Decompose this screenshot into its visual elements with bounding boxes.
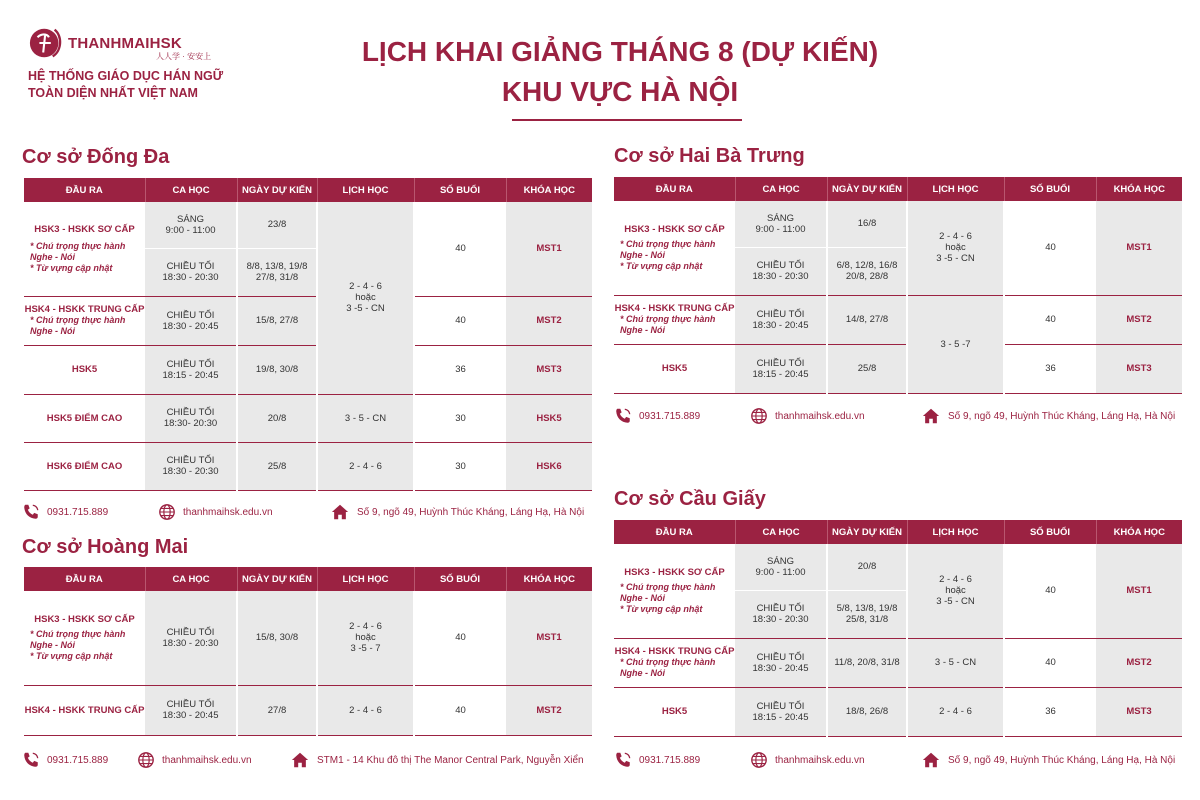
table-row — [24, 296, 592, 345]
cell-course: MST2 — [506, 296, 592, 345]
contact-address — [330, 503, 584, 521]
cell-date: 15/8, 30/8 — [237, 591, 317, 685]
phone-icon — [22, 503, 40, 521]
phone-text: 0931.715.889 — [639, 410, 701, 422]
cell-course: HSK5 — [506, 394, 592, 442]
output-name: HSK3 - HSKK SƠ CẤP — [34, 613, 135, 625]
table-row — [614, 295, 1182, 344]
cell-output — [614, 638, 735, 687]
cell-output — [24, 591, 145, 685]
header-course: KHÓA HỌC — [506, 178, 592, 202]
table-row — [24, 345, 592, 394]
cell-sessions: 40 — [1004, 201, 1096, 295]
shift-time: 18:30 - 20:45 — [752, 319, 809, 331]
header-date: NGÀY DỰ KIẾN — [827, 177, 907, 201]
date-value: 5/8, 13/8, 19/8 — [836, 603, 898, 614]
cell-date: 11/8, 20/8, 31/8 — [827, 638, 907, 687]
shift-time: 18:30 - 20:30 — [752, 271, 809, 282]
shift-label: CHIỀU TỐI — [756, 603, 805, 614]
cell-course: MST3 — [1096, 687, 1182, 736]
cell-output: HSK6 ĐIỂM CAO — [24, 442, 145, 490]
cell-shift — [735, 638, 827, 687]
header-shift: CA HỌC — [145, 178, 237, 202]
shift-time: 18:30 - 20:30 — [162, 466, 219, 477]
output-note: * Từ vựng cập nhật — [30, 262, 113, 273]
contact-address — [921, 751, 1175, 769]
table-row — [24, 685, 592, 735]
shift-time: 18:30 - 20:45 — [162, 320, 219, 332]
cell-shift — [735, 344, 827, 393]
table-header — [24, 567, 592, 591]
cell-schedule — [317, 202, 414, 394]
shift-label: CHIỀU TỐI — [756, 700, 805, 712]
contact-website[interactable] — [750, 751, 865, 769]
cell-course: MST2 — [1096, 638, 1182, 687]
cell-shift — [145, 248, 237, 296]
contact-website[interactable] — [750, 407, 865, 425]
shift-time: 18:30 - 20:30 — [162, 272, 219, 283]
contact-website[interactable] — [137, 751, 252, 769]
address-text: Số 9, ngõ 49, Huỳnh Thúc Kháng, Láng Hạ, Hà Nội — [357, 506, 585, 518]
cell-output — [614, 544, 735, 638]
address-text: Số 9, ngõ 49, Huỳnh Thúc Kháng, Láng Hạ, Hà Nội — [948, 754, 1176, 766]
output-note: * Chú trọng thực hành Nghe - Nói — [30, 240, 126, 262]
output-note: * Chú trọng thực hành Nghe - Nói — [620, 314, 716, 335]
cell-shift — [145, 442, 237, 490]
shift-time: 9:00 - 11:00 — [755, 566, 806, 578]
cell-schedule: 3 - 5 - CN — [907, 638, 1004, 687]
cell-date: 27/8 — [237, 685, 317, 735]
date-value: 6/8, 12/8, 16/8 — [836, 260, 898, 271]
cell-course: HSK6 — [506, 442, 592, 490]
table-row — [614, 344, 1182, 393]
cell-schedule: 2 - 4 - 6 — [317, 442, 414, 490]
table-header — [614, 520, 1182, 544]
cell-schedule — [907, 201, 1004, 295]
shift-time: 9:00 - 11:00 — [755, 223, 806, 235]
cell-date — [827, 247, 907, 295]
globe-icon — [158, 503, 176, 521]
branch-title-cau-giay: Cơ sở Cầu Giấy — [614, 488, 766, 510]
table-row — [614, 687, 1182, 736]
cell-course: MST1 — [506, 202, 592, 296]
cell-output: HSK4 - HSKK TRUNG CẤP — [24, 685, 145, 735]
brand-name: THANHMAIHSK — [68, 34, 182, 52]
cell-schedule — [907, 544, 1004, 638]
brand-slogan: 人人学 · 安安上 — [156, 52, 212, 61]
table-row — [24, 202, 592, 248]
output-name: HSK4 - HSKK TRUNG CẤP — [614, 646, 735, 657]
date-value: 27/8, 31/8 — [255, 272, 299, 283]
shift-label: CHIỀU TỐI — [166, 455, 215, 466]
output-note: * Từ vựng cập nhật — [620, 260, 703, 271]
cell-schedule — [317, 591, 414, 685]
table-row — [614, 544, 1182, 590]
header-course: KHÓA HỌC — [506, 567, 592, 591]
globe-icon — [137, 751, 155, 769]
globe-icon — [750, 751, 768, 769]
phone-icon — [614, 751, 632, 769]
cell-shift — [145, 394, 237, 442]
cell-schedule: 2 - 4 - 6 — [907, 687, 1004, 736]
address-text: STM1 - 14 Khu đô thị The Manor Central Park, Nguyễn Xiển — [317, 754, 584, 766]
output-note: * Chú trọng thực hành Nghe - Nói — [620, 581, 716, 603]
cell-course: MST1 — [506, 591, 592, 685]
website-text: thanhmaihsk.edu.vn — [775, 754, 865, 766]
output-note: * Chú trọng thực hành Nghe - Nói — [620, 238, 716, 260]
cell-output — [24, 296, 145, 345]
shift-time: 18:15 - 20:45 — [752, 711, 809, 723]
shift-time: 18:30- 20:30 — [163, 418, 218, 429]
schedule-value: 3 -5 - CN — [936, 596, 975, 608]
schedule-value: hoặc — [355, 292, 376, 304]
cell-output — [24, 202, 145, 296]
shift-time: 18:15 - 20:45 — [162, 369, 219, 381]
cell-output — [614, 295, 735, 344]
cell-sessions: 40 — [1004, 295, 1096, 344]
table-row — [614, 201, 1182, 247]
cell-output: HSK5 — [614, 687, 735, 736]
date-value: 20/8, 28/8 — [845, 271, 889, 282]
output-note: * Từ vựng cập nhật — [30, 650, 113, 661]
cell-sessions: 30 — [414, 442, 506, 490]
cell-shift — [145, 296, 237, 345]
brand-tagline-1: HỆ THỐNG GIÁO DỤC HÁN NGỮ — [28, 69, 224, 83]
header-output: ĐẦU RA — [24, 567, 145, 591]
header-date: NGÀY DỰ KIẾN — [237, 178, 317, 202]
branch-title-dong-da: Cơ sở Đống Đa — [22, 146, 170, 168]
output-note: * Chú trọng thực hành Nghe - Nói — [30, 315, 126, 336]
contact-phone[interactable] — [614, 751, 700, 769]
contact-address — [921, 407, 1175, 425]
schedule-value: hoặc — [355, 632, 376, 644]
cell-output: HSK5 ĐIỂM CAO — [24, 394, 145, 442]
output-name: HSK4 - HSKK TRUNG CẤP — [614, 303, 735, 314]
schedule-value: 3 -5 - CN — [936, 253, 975, 265]
table-row — [24, 591, 592, 685]
cell-date — [827, 590, 907, 638]
date-value: 25/8, 31/8 — [845, 614, 889, 625]
shift-label: CHIỀU TỐI — [756, 260, 805, 271]
header-schedule: LỊCH HỌC — [907, 520, 1004, 544]
branch-title-hoang-mai: Cơ sở Hoàng Mai — [22, 536, 189, 558]
cell-course: MST3 — [1096, 344, 1182, 393]
schedule-value: hoặc — [945, 242, 966, 254]
schedule-table-hai-ba-trung — [614, 177, 1182, 394]
shift-label: CHIỀU TỐI — [166, 407, 215, 418]
shift-time: 18:30 - 20:45 — [752, 662, 809, 674]
output-note: * Chú trọng thực hành Nghe - Nói — [620, 657, 716, 678]
cell-course: MST2 — [1096, 295, 1182, 344]
cell-shift — [145, 345, 237, 394]
contact-address — [290, 751, 584, 769]
header-sessions: SỐ BUỔI — [1004, 177, 1096, 201]
schedule-value: 2 - 4 - 6 — [349, 281, 382, 293]
phone-text: 0931.715.889 — [639, 754, 701, 766]
schedule-value: 3 -5 - 7 — [350, 643, 381, 655]
cell-sessions: 40 — [414, 685, 506, 735]
shift-time: 9:00 - 11:00 — [165, 224, 216, 236]
logo-icon — [28, 24, 66, 62]
globe-icon — [750, 407, 768, 425]
cell-date — [237, 248, 317, 296]
schedule-value: 2 - 4 - 6 — [349, 621, 382, 633]
header-output: ĐẦU RA — [24, 178, 145, 202]
cell-date: 20/8 — [237, 394, 317, 442]
cell-date: 20/8 — [827, 544, 907, 590]
schedule-table-hoang-mai — [24, 567, 592, 736]
schedule-value: 2 - 4 - 6 — [939, 574, 972, 586]
branch-title-hai-ba-trung: Cơ sở Hai Bà Trưng — [614, 145, 805, 167]
phone-icon — [22, 751, 40, 769]
header-output: ĐẦU RA — [614, 520, 735, 544]
page-title: LỊCH KHAI GIẢNG THÁNG 8 (DỰ KIẾN) — [361, 36, 879, 67]
date-value: 23/8 — [267, 219, 287, 231]
header-sessions: SỐ BUỔI — [414, 567, 506, 591]
schedule-value: hoặc — [945, 585, 966, 597]
cell-sessions: 36 — [1004, 344, 1096, 393]
shift-label: SÁNG — [177, 213, 204, 225]
schedule-value: 3 -5 - CN — [346, 303, 385, 315]
cell-shift — [735, 295, 827, 344]
home-icon — [330, 503, 350, 521]
contact-phone[interactable] — [614, 407, 700, 425]
shift-time: 18:30 - 20:45 — [162, 710, 219, 721]
cell-output: HSK5 — [614, 344, 735, 393]
header-shift: CA HỌC — [145, 567, 237, 591]
shift-time: 18:15 - 20:45 — [752, 368, 809, 380]
cell-sessions: 40 — [414, 202, 506, 296]
cell-shift — [735, 247, 827, 295]
cell-date: 25/8 — [827, 344, 907, 393]
schedule-table-cau-giay — [614, 520, 1182, 737]
brand-tagline-2: TOÀN DIỆN NHẤT VIỆT NAM — [28, 86, 198, 100]
cell-shift — [735, 201, 827, 247]
cell-date: 15/8, 27/8 — [237, 296, 317, 345]
shift-label: SÁNG — [767, 212, 794, 224]
cell-sessions: 30 — [414, 394, 506, 442]
header-sessions: SỐ BUỔI — [414, 178, 506, 202]
home-icon — [921, 751, 941, 769]
shift-label: CHIỀU TỐI — [756, 357, 805, 369]
cell-shift — [735, 544, 827, 590]
shift-label: CHIỀU TỐI — [166, 358, 215, 370]
contact-phone[interactable] — [22, 751, 108, 769]
cell-shift — [735, 687, 827, 736]
contact-phone[interactable] — [22, 503, 108, 521]
cell-course: MST2 — [506, 685, 592, 735]
website-text: thanhmaihsk.edu.vn — [162, 754, 252, 766]
cell-sessions: 40 — [1004, 544, 1096, 638]
shift-label: SÁNG — [767, 555, 794, 567]
table-row — [614, 638, 1182, 687]
phone-text: 0931.715.889 — [47, 506, 109, 518]
header-date: NGÀY DỰ KIẾN — [237, 567, 317, 591]
cell-shift — [145, 591, 237, 685]
phone-text: 0931.715.889 — [47, 754, 109, 766]
cell-date: 14/8, 27/8 — [827, 295, 907, 344]
cell-course: MST1 — [1096, 201, 1182, 295]
cell-output: HSK5 — [24, 345, 145, 394]
cell-shift — [735, 590, 827, 638]
header-date: NGÀY DỰ KIẾN — [827, 520, 907, 544]
brand-tagline — [28, 68, 228, 102]
header-schedule: LỊCH HỌC — [907, 177, 1004, 201]
cell-sessions: 40 — [414, 296, 506, 345]
header-schedule: LỊCH HỌC — [317, 567, 414, 591]
table-header — [24, 178, 592, 202]
header-shift: CA HỌC — [735, 520, 827, 544]
cell-sessions: 40 — [414, 591, 506, 685]
cell-date: 19/8, 30/8 — [237, 345, 317, 394]
website-text: thanhmaihsk.edu.vn — [183, 506, 273, 518]
header-course: KHÓA HỌC — [1096, 520, 1182, 544]
cell-schedule: 3 - 5 - CN — [317, 394, 414, 442]
header-shift: CA HỌC — [735, 177, 827, 201]
title-divider — [512, 119, 742, 121]
cell-output — [614, 201, 735, 295]
shift-label: CHIỀU TỐI — [756, 308, 805, 320]
table-header — [614, 177, 1182, 201]
home-icon — [290, 751, 310, 769]
date-value: 8/8, 13/8, 19/8 — [246, 261, 308, 272]
shift-label: CHIỀU TỐI — [166, 699, 215, 710]
shift-time: 18:30 - 20:30 — [162, 637, 219, 649]
shift-label: CHIỀU TỐI — [166, 309, 215, 321]
cell-sessions: 36 — [414, 345, 506, 394]
output-name: HSK3 - HSKK SƠ CẤP — [624, 566, 725, 578]
cell-date: 16/8 — [827, 201, 907, 247]
output-name: HSK4 - HSKK TRUNG CẤP — [24, 304, 145, 315]
table-row — [24, 442, 592, 490]
cell-sessions: 36 — [1004, 687, 1096, 736]
cell-course: MST1 — [1096, 544, 1182, 638]
brand-block — [28, 24, 228, 102]
schedule-value: 2 - 4 - 6 — [939, 231, 972, 243]
cell-sessions: 40 — [1004, 638, 1096, 687]
home-icon — [921, 407, 941, 425]
header-output: ĐẦU RA — [614, 177, 735, 201]
cell-schedule: 2 - 4 - 6 — [317, 685, 414, 735]
header-schedule: LỊCH HỌC — [317, 178, 414, 202]
header-course: KHÓA HỌC — [1096, 177, 1182, 201]
output-name: HSK3 - HSKK SƠ CẤP — [624, 223, 725, 235]
cell-course: MST3 — [506, 345, 592, 394]
cell-shift — [145, 685, 237, 735]
contact-website[interactable] — [158, 503, 273, 521]
phone-icon — [614, 407, 632, 425]
output-note: * Chú trọng thực hành Nghe - Nói — [30, 628, 126, 650]
cell-date: 18/8, 26/8 — [827, 687, 907, 736]
output-note: * Từ vựng cập nhật — [620, 603, 703, 614]
output-name: HSK3 - HSKK SƠ CẤP — [34, 223, 135, 235]
schedule-table-dong-da — [24, 178, 592, 491]
page-subtitle: KHU VỰC HÀ NỘI — [501, 76, 739, 107]
header-sessions: SỐ BUỔI — [1004, 520, 1096, 544]
shift-label: CHIỀU TỐI — [756, 651, 805, 663]
address-text: Số 9, ngõ 49, Huỳnh Thúc Kháng, Láng Hạ, Hà Nội — [948, 410, 1176, 422]
table-row — [24, 394, 592, 442]
cell-schedule: 3 - 5 -7 — [907, 295, 1004, 393]
cell-shift — [145, 202, 237, 248]
website-text: thanhmaihsk.edu.vn — [775, 410, 865, 422]
cell-date — [237, 202, 317, 248]
shift-time: 18:30 - 20:30 — [752, 614, 809, 625]
shift-label: CHIỀU TỐI — [166, 261, 215, 272]
shift-label: CHIỀU TỐI — [166, 626, 215, 638]
cell-date: 25/8 — [237, 442, 317, 490]
